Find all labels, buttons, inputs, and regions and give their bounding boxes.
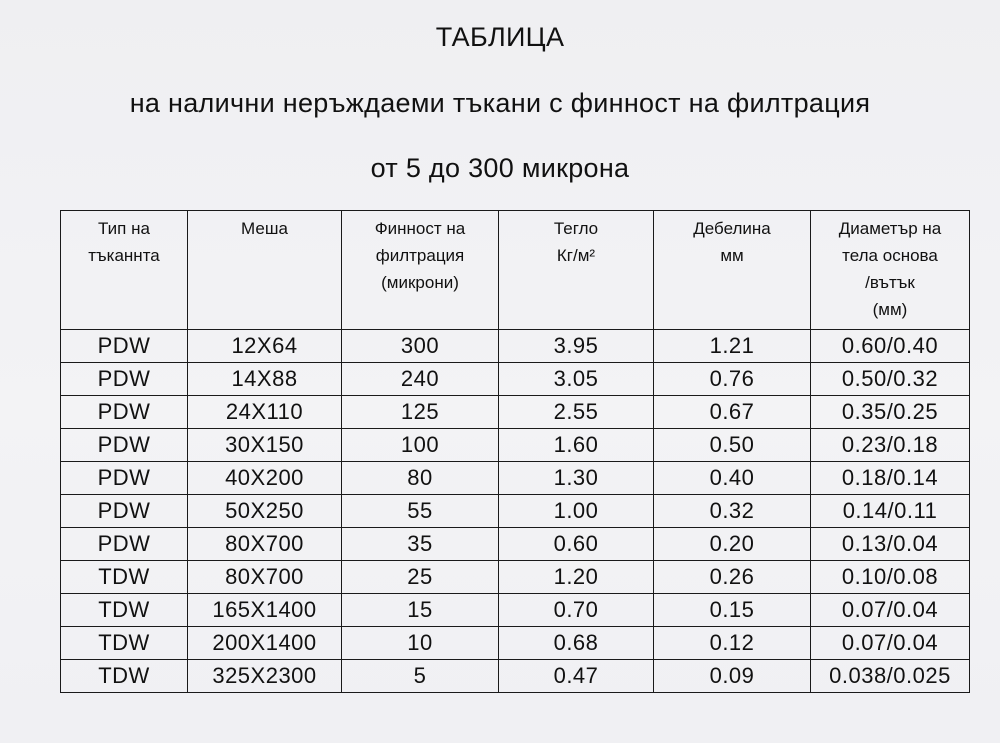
cell-weight: 0.47 <box>499 660 654 693</box>
cell-thickness: 0.20 <box>654 528 811 561</box>
cell-mesh: 80X700 <box>188 561 342 594</box>
document-subtitle-line2: от 5 до 300 микрона <box>370 153 630 183</box>
cell-fineness: 240 <box>342 363 499 396</box>
cell-mesh: 24X110 <box>188 396 342 429</box>
cell-diameter: 0.13/0.04 <box>811 528 970 561</box>
header-fabric-type: Тип на тъканнта <box>61 211 188 330</box>
cell-weight: 3.05 <box>499 363 654 396</box>
document-title: ТАБЛИЦА <box>435 22 565 52</box>
table-row <box>61 660 970 693</box>
cell-weight: 1.20 <box>499 561 654 594</box>
cell-thickness: 1.21 <box>654 330 811 363</box>
cell-diameter: 0.50/0.32 <box>811 363 970 396</box>
table-row <box>61 495 970 528</box>
cell-mesh: 80X700 <box>188 528 342 561</box>
cell-type: TDW <box>61 594 188 627</box>
cell-fineness: 25 <box>342 561 499 594</box>
cell-mesh: 200X1400 <box>188 627 342 660</box>
cell-weight: 1.00 <box>499 495 654 528</box>
cell-type: PDW <box>61 495 188 528</box>
cell-thickness: 0.26 <box>654 561 811 594</box>
cell-fineness: 10 <box>342 627 499 660</box>
cell-mesh: 165X1400 <box>188 594 342 627</box>
header-wire-diameter: Диаметър на тела основа /вътък (мм) <box>811 211 970 330</box>
cell-fineness: 5 <box>342 660 499 693</box>
cell-fineness: 55 <box>342 495 499 528</box>
cell-type: PDW <box>61 462 188 495</box>
cell-mesh: 14X88 <box>188 363 342 396</box>
table-row <box>61 561 970 594</box>
cell-type: TDW <box>61 660 188 693</box>
cell-thickness: 0.76 <box>654 363 811 396</box>
cell-mesh: 325X2300 <box>188 660 342 693</box>
cell-weight: 0.68 <box>499 627 654 660</box>
cell-type: PDW <box>61 363 188 396</box>
cell-thickness: 0.09 <box>654 660 811 693</box>
cell-fineness: 125 <box>342 396 499 429</box>
cell-mesh: 30X150 <box>188 429 342 462</box>
cell-thickness: 0.50 <box>654 429 811 462</box>
cell-weight: 1.30 <box>499 462 654 495</box>
table-row <box>61 627 970 660</box>
cell-diameter: 0.07/0.04 <box>811 627 970 660</box>
cell-diameter: 0.18/0.14 <box>811 462 970 495</box>
table-row <box>61 330 970 363</box>
cell-thickness: 0.12 <box>654 627 811 660</box>
header-filtration-fineness: Финност на филтрация (микрони) <box>342 211 499 330</box>
table-row <box>61 594 970 627</box>
header-mesh: Меша <box>188 211 342 330</box>
cell-type: PDW <box>61 528 188 561</box>
cell-fineness: 80 <box>342 462 499 495</box>
cell-diameter: 0.10/0.08 <box>811 561 970 594</box>
cell-fineness: 100 <box>342 429 499 462</box>
cell-type: PDW <box>61 396 188 429</box>
cell-fineness: 15 <box>342 594 499 627</box>
cell-weight: 0.60 <box>499 528 654 561</box>
cell-thickness: 0.15 <box>654 594 811 627</box>
cell-thickness: 0.67 <box>654 396 811 429</box>
cell-diameter: 0.35/0.25 <box>811 396 970 429</box>
cell-type: TDW <box>61 561 188 594</box>
table-row <box>61 528 970 561</box>
cell-diameter: 0.14/0.11 <box>811 495 970 528</box>
filter-fabric-table <box>60 210 970 693</box>
cell-weight: 2.55 <box>499 396 654 429</box>
cell-type: TDW <box>61 627 188 660</box>
cell-mesh: 50X250 <box>188 495 342 528</box>
cell-fineness: 35 <box>342 528 499 561</box>
cell-type: PDW <box>61 429 188 462</box>
cell-thickness: 0.32 <box>654 495 811 528</box>
cell-diameter: 0.60/0.40 <box>811 330 970 363</box>
cell-weight: 3.95 <box>499 330 654 363</box>
table-header-row <box>61 211 970 330</box>
cell-mesh: 40X200 <box>188 462 342 495</box>
table-row <box>61 429 970 462</box>
table-row <box>61 462 970 495</box>
cell-mesh: 12X64 <box>188 330 342 363</box>
header-thickness: Дебелина мм <box>654 211 811 330</box>
cell-diameter: 0.23/0.18 <box>811 429 970 462</box>
cell-diameter: 0.038/0.025 <box>811 660 970 693</box>
cell-diameter: 0.07/0.04 <box>811 594 970 627</box>
cell-weight: 1.60 <box>499 429 654 462</box>
cell-type: PDW <box>61 330 188 363</box>
header-weight: Тегло Кг/м² <box>499 211 654 330</box>
cell-weight: 0.70 <box>499 594 654 627</box>
table-row <box>61 363 970 396</box>
table-row <box>61 396 970 429</box>
document-subtitle-line1: на налични неръждаеми тъкани с финност на филтрация <box>129 88 871 118</box>
cell-thickness: 0.40 <box>654 462 811 495</box>
cell-fineness: 300 <box>342 330 499 363</box>
